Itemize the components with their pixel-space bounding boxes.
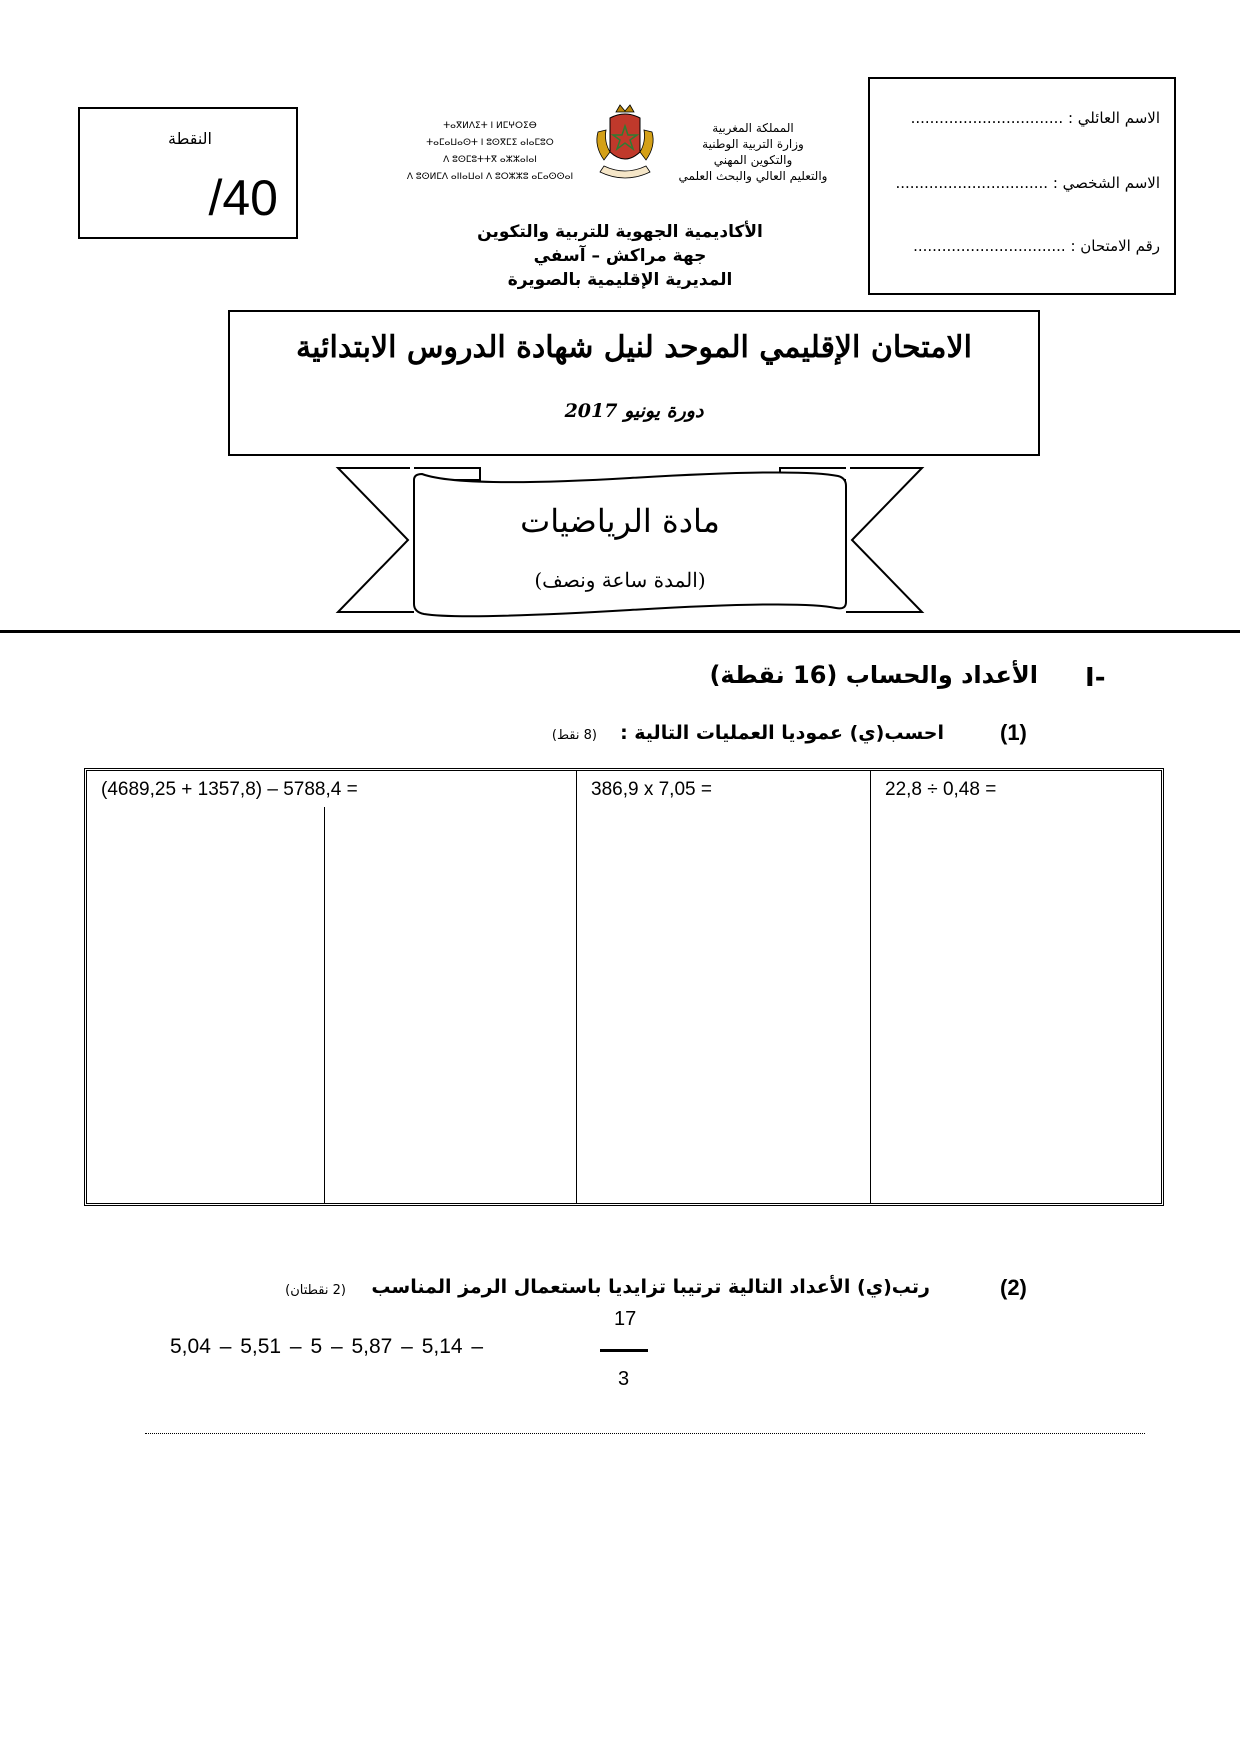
first-name-dots: ................................ xyxy=(895,174,1049,192)
ministry-header xyxy=(668,120,838,184)
family-name-dots: ................................ xyxy=(910,109,1064,127)
calc-cell-multiplication[interactable] xyxy=(577,771,871,1203)
calculation-table xyxy=(84,768,1164,1206)
section-title: الأعداد والحساب (16 نقطة) xyxy=(709,661,1038,689)
tifinagh-line: ⴷ ⵓⵙⵍⵎⴷ ⴰⵏⵏⴰⵡⴰⵏ ⴷ ⵓⵔⵣⵣⵓ ⴰⵎⴰⵙⵙⴰⵏ xyxy=(406,172,574,182)
calc-cell-addition-subtraction[interactable] xyxy=(87,771,577,1203)
ministry-line: المملكة المغربية xyxy=(712,121,794,135)
first-name-field[interactable] xyxy=(895,174,1160,192)
operation-expression: 22,8 ÷ 0,48 = xyxy=(885,779,997,800)
operation-expression: (4689,25 + 1357,8) – 5788,4 = xyxy=(101,779,358,800)
operation-expression: 386,9 x 7,05 = xyxy=(591,779,712,800)
score-box xyxy=(78,107,298,239)
tifinagh-line: ⵜⴰⵎⴰⵡⴰⵙⵜ ⵏ ⵓⵙⴳⵎⵉ ⴰⵏⴰⵎⵓⵔ xyxy=(426,138,554,148)
first-name-label: الاسم الشخصي : xyxy=(1052,174,1160,192)
question-2-text: رتب(ي) الأعداد التالية ترتيبا تزايديا باستعمال الرمز المناسب xyxy=(371,1276,930,1298)
exam-session: دورة يونيو 2017 xyxy=(564,400,704,422)
coat-of-arms-emblem xyxy=(588,102,662,192)
answer-dotted-line[interactable] xyxy=(145,1433,1145,1434)
ministry-line: والتعليم العالي والبحث العلمي xyxy=(678,169,828,183)
score-value: /40 xyxy=(208,170,278,226)
ministry-line: وزارة التربية الوطنية xyxy=(702,137,804,151)
subject-ribbon-banner xyxy=(330,462,930,622)
numbers-to-order: 5,04 – 5,51 – 5 – 5,87 – 5,14 – xyxy=(170,1335,484,1358)
question-1-points: (8 نقط) xyxy=(551,728,597,743)
student-info-box xyxy=(868,77,1176,295)
fraction-bar xyxy=(600,1349,648,1352)
academy-line: الأكاديمية الجهوية للتربية والتكوين xyxy=(477,222,763,242)
question-1-text: احسب(ي) عموديا العمليات التالية : xyxy=(620,722,944,744)
family-name-field[interactable] xyxy=(911,109,1160,127)
academy-line: المديرية الإقليمية بالصويرة xyxy=(507,270,733,290)
question-2-points: (2 نقطتان) xyxy=(285,1283,346,1298)
cell-split-line xyxy=(324,807,325,1203)
subject-title: مادة الرياضيات xyxy=(520,502,720,540)
academy-line: جهة مراكش – آسفي xyxy=(533,246,707,266)
fraction-numerator: 17 xyxy=(614,1308,637,1330)
question-1-number: (1) xyxy=(1000,720,1027,745)
tifinagh-line: ⵜⴰⴳⵍⴷⵉⵜ ⵏ ⵍⵎⵖⵔⵉⴱ xyxy=(443,121,537,131)
question-2-number: (2) xyxy=(1000,1275,1027,1300)
exam-duration: (المدة ساعة ونصف) xyxy=(534,568,706,592)
exam-number-label: رقم الامتحان : xyxy=(1070,237,1160,255)
fraction-denominator: 3 xyxy=(618,1368,630,1390)
horizontal-divider xyxy=(0,630,1240,633)
family-name-label: الاسم العائلي : xyxy=(1067,109,1160,127)
exam-number-field[interactable] xyxy=(913,237,1160,255)
calc-cell-division[interactable] xyxy=(871,771,1161,1203)
exam-number-dots: ................................ xyxy=(913,237,1066,255)
score-label: النقطة xyxy=(168,129,212,148)
exam-title: الامتحان الإقليمي الموحد لنيل شهادة الدروس الابتدائية xyxy=(296,330,972,365)
academy-header xyxy=(400,220,840,292)
exam-title-box xyxy=(228,310,1040,456)
tifinagh-line: ⴷ ⵓⵙⵎⵓⵜⵜⴳ ⴰⵣⵣⴰⵏⴰⵏ xyxy=(443,155,537,165)
tifinagh-header xyxy=(405,118,575,186)
ministry-line: والتكوين المهني xyxy=(713,153,793,167)
section-number: -I xyxy=(1085,663,1106,693)
